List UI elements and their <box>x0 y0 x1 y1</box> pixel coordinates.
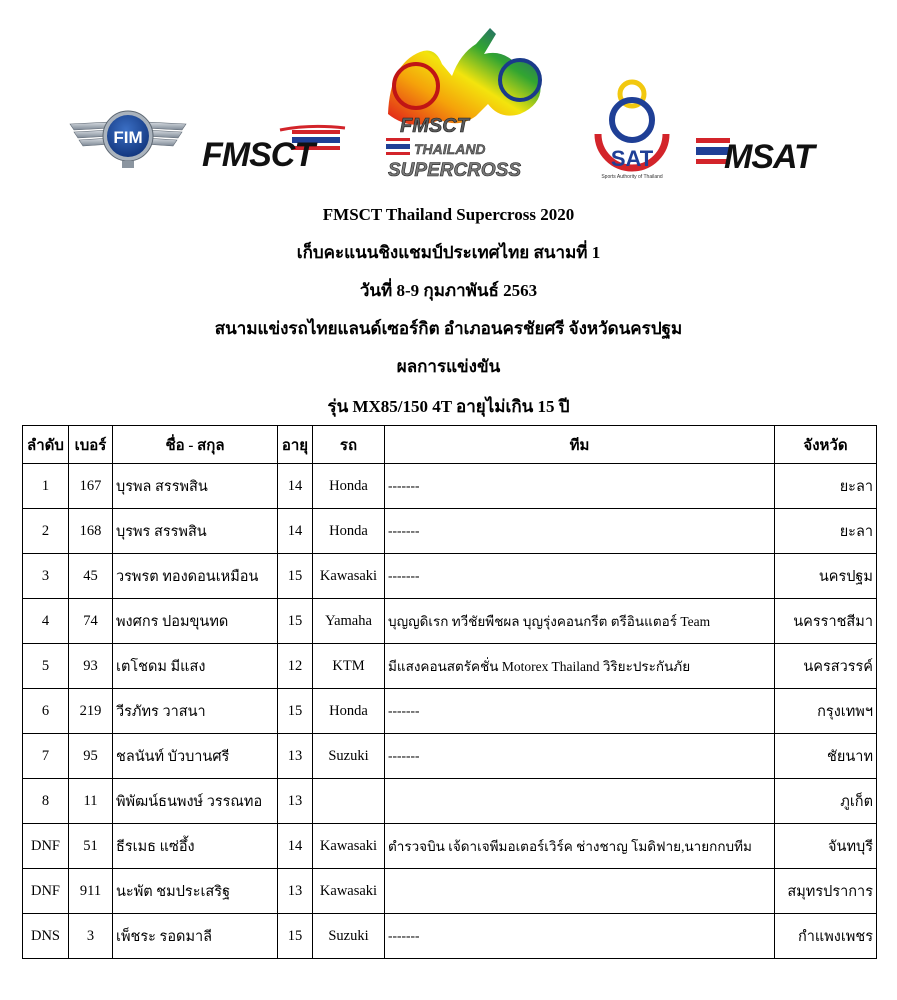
cell-number: 93 <box>69 644 113 689</box>
table-row <box>23 734 877 779</box>
cell-number: 167 <box>69 464 113 509</box>
cell-bike: Kawasaki <box>313 554 385 599</box>
event-venue: สนามแข่งรถไทยแลนด์เซอร์กิต อำเภอนครชัยศรี จังหวัดนครปฐม <box>214 319 683 338</box>
class-title: รุ่น MX85/150 4T อายุไม่เกิน 15 ปี <box>327 397 570 416</box>
logo-row <box>0 0 897 200</box>
cell-age: 15 <box>278 914 313 959</box>
table-row <box>23 689 877 734</box>
cell-province: กำแพงเพชร <box>775 914 877 959</box>
cell-age: 14 <box>278 824 313 869</box>
cell-name: เพ็ชระ รอดมาลี <box>113 914 278 959</box>
cell-age: 13 <box>278 869 313 914</box>
event-title: FMSCT Thailand Supercross 2020 <box>322 205 575 224</box>
cell-number: 168 <box>69 509 113 554</box>
cell-bike: Kawasaki <box>313 824 385 869</box>
cell-team: ------- <box>385 509 775 554</box>
fmsct-logo <box>200 122 348 176</box>
cell-age: 12 <box>278 644 313 689</box>
cell-team: ------- <box>385 689 775 734</box>
svg-text:MSAT: MSAT <box>724 138 814 176</box>
table-row <box>23 824 877 869</box>
cell-name: วีรภัทร วาสนา <box>113 689 278 734</box>
svg-text:THAILAND: THAILAND <box>414 141 486 157</box>
cell-rank: 7 <box>23 734 69 779</box>
cell-province: นครสวรรค์ <box>775 644 877 689</box>
table-row <box>23 599 877 644</box>
cell-number: 74 <box>69 599 113 644</box>
svg-text:FIM: FIM <box>113 128 143 147</box>
svg-text:FMSCT: FMSCT <box>202 136 315 174</box>
results-table <box>22 425 877 959</box>
msat-logo <box>696 126 836 176</box>
cell-bike: Suzuki <box>313 734 385 779</box>
table-row <box>23 914 877 959</box>
cell-name: ชลนันท์ บัวบานศรี <box>113 734 278 779</box>
cell-age: 15 <box>278 554 313 599</box>
svg-text:SAT: SAT <box>610 146 654 171</box>
cell-team: ตำรวจบิน เจ้ดาเจพีมอเตอร์เวิร์ค ช่างชาญ โมดิฟาย,นายกกบทีม <box>385 824 775 869</box>
col-header-age: อายุ <box>278 426 313 464</box>
cell-name: พงศกร ปอมขุนทด <box>113 599 278 644</box>
cell-age: 15 <box>278 689 313 734</box>
cell-bike: Honda <box>313 509 385 554</box>
cell-age: 15 <box>278 599 313 644</box>
cell-name: ธีรเมธ แซ่อึ้ง <box>113 824 278 869</box>
cell-rank: 2 <box>23 509 69 554</box>
event-date: วันที่ 8-9 กุมภาพันธ์ 2563 <box>359 281 538 300</box>
cell-province: นครปฐม <box>775 554 877 599</box>
cell-bike: Yamaha <box>313 599 385 644</box>
col-header-name: ชื่อ - สกุล <box>113 426 278 464</box>
cell-team: ------- <box>385 734 775 779</box>
col-header-team: ทีม <box>385 426 775 464</box>
table-row <box>23 779 877 824</box>
table-row <box>23 464 877 509</box>
cell-name: บุรพร สรรพสิน <box>113 509 278 554</box>
cell-team: บุญญดิเรก ทวีชัยพืชผล บุญรุ่งคอนกรีต ตรีอินแตอร์ Team <box>385 599 775 644</box>
cell-province: กรุงเทพฯ <box>775 689 877 734</box>
cell-age: 14 <box>278 509 313 554</box>
cell-province: นครราชสีมา <box>775 599 877 644</box>
cell-bike: Kawasaki <box>313 869 385 914</box>
table-header-row <box>23 426 877 464</box>
col-header-province: จังหวัด <box>775 426 877 464</box>
cell-name: บุรพล สรรพสิน <box>113 464 278 509</box>
cell-number: 45 <box>69 554 113 599</box>
section-title: ผลการแข่งขัน <box>396 357 501 376</box>
cell-name: พิพัฒน์ธนพงษ์ วรรณทอ <box>113 779 278 824</box>
cell-age: 13 <box>278 734 313 779</box>
cell-age: 13 <box>278 779 313 824</box>
cell-bike: KTM <box>313 644 385 689</box>
cell-name: เตโชดม มีแสง <box>113 644 278 689</box>
cell-bike <box>313 779 385 824</box>
cell-number: 11 <box>69 779 113 824</box>
cell-number: 219 <box>69 689 113 734</box>
cell-team: มีแสงคอนสตรัคชั่น Motorex Thailand วิริยะประกันภัย <box>385 644 775 689</box>
cell-team: ------- <box>385 464 775 509</box>
cell-number: 911 <box>69 869 113 914</box>
cell-name: นะพัต ชมประเสริฐ <box>113 869 278 914</box>
cell-rank: 8 <box>23 779 69 824</box>
cell-province: ยะลา <box>775 509 877 554</box>
cell-province: จันทบุรี <box>775 824 877 869</box>
cell-rank: 4 <box>23 599 69 644</box>
cell-rank: DNF <box>23 869 69 914</box>
col-header-rank: ลำดับ <box>23 426 69 464</box>
cell-rank: 1 <box>23 464 69 509</box>
supercross-logo <box>380 24 552 184</box>
svg-text:SUPERCROSS: SUPERCROSS <box>388 160 522 181</box>
cell-number: 3 <box>69 914 113 959</box>
event-subtitle: เก็บคะแนนชิงแชมป์ประเทศไทย สนามที่ 1 <box>296 243 601 262</box>
svg-text:Sports Authority of Thailand: Sports Authority of Thailand <box>601 174 663 180</box>
cell-team: ------- <box>385 554 775 599</box>
cell-bike: Honda <box>313 689 385 734</box>
svg-text:FMSCT: FMSCT <box>400 115 469 137</box>
cell-rank: 5 <box>23 644 69 689</box>
cell-rank: DNF <box>23 824 69 869</box>
cell-rank: DNS <box>23 914 69 959</box>
sat-logo <box>586 78 678 182</box>
cell-province: ภูเก็ต <box>775 779 877 824</box>
cell-bike: Honda <box>313 464 385 509</box>
cell-team <box>385 779 775 824</box>
cell-name: วรพรต ทองดอนเหมือน <box>113 554 278 599</box>
cell-number: 51 <box>69 824 113 869</box>
cell-rank: 3 <box>23 554 69 599</box>
table-row <box>23 869 877 914</box>
cell-team: ------- <box>385 914 775 959</box>
cell-team <box>385 869 775 914</box>
cell-bike: Suzuki <box>313 914 385 959</box>
table-row <box>23 554 877 599</box>
cell-province: สมุทรปราการ <box>775 869 877 914</box>
cell-rank: 6 <box>23 689 69 734</box>
cell-province: ยะลา <box>775 464 877 509</box>
cell-province: ชัยนาท <box>775 734 877 779</box>
table-row <box>23 509 877 554</box>
col-header-bike: รถ <box>313 426 385 464</box>
fim-logo <box>68 108 188 170</box>
cell-age: 14 <box>278 464 313 509</box>
col-header-number: เบอร์ <box>69 426 113 464</box>
cell-number: 95 <box>69 734 113 779</box>
table-row <box>23 644 877 689</box>
